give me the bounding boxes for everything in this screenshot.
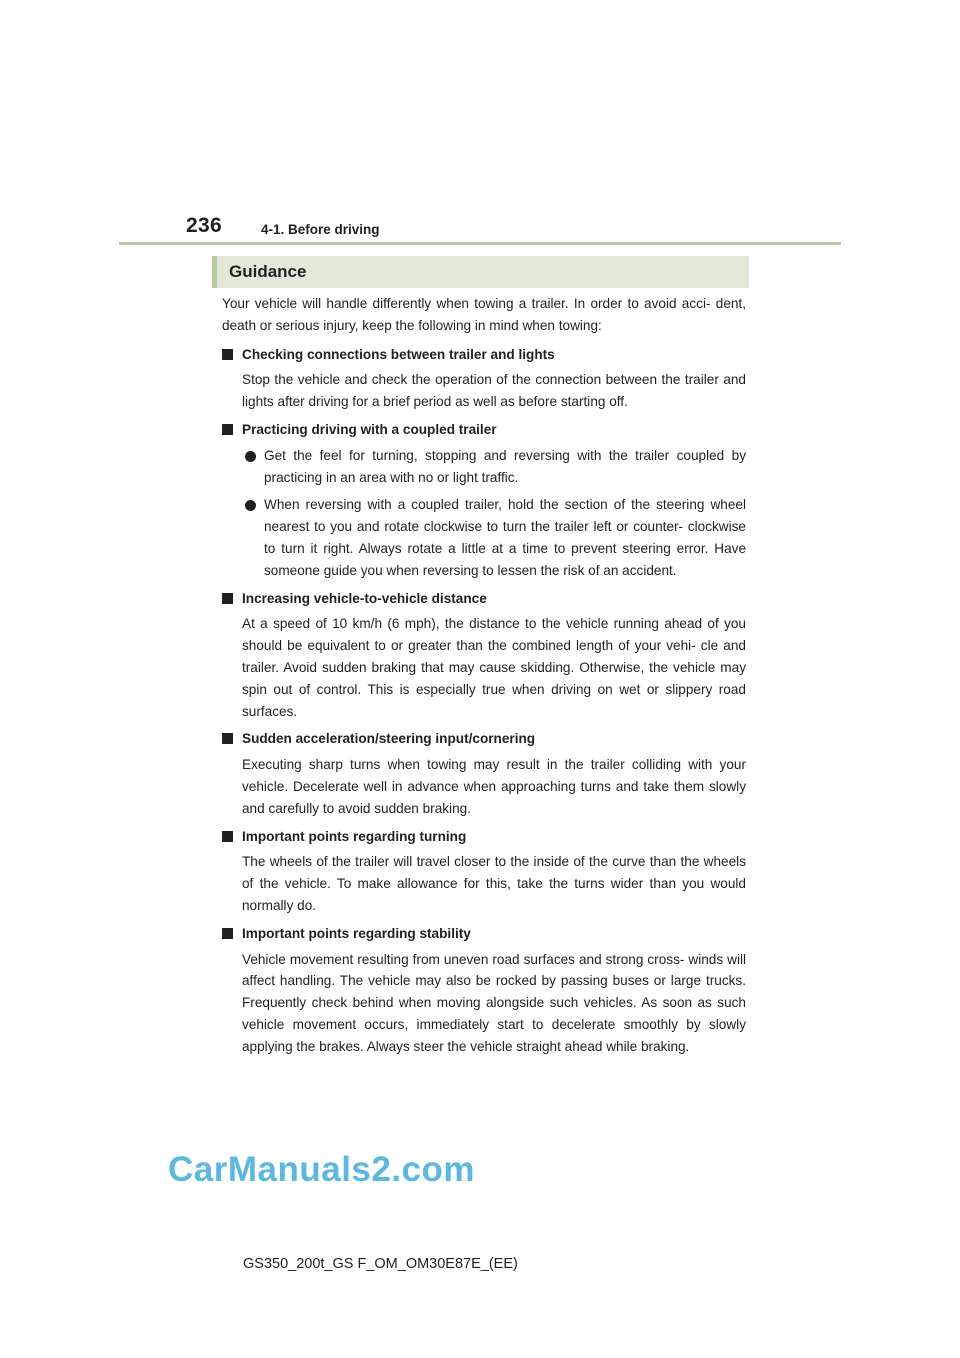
footer-document-code: GS350_200t_GS F_OM_OM30E87E_(EE) xyxy=(243,1256,518,1272)
circle-bullet-icon xyxy=(245,451,256,462)
page-number: 236 xyxy=(186,214,222,237)
item-stability xyxy=(222,923,746,1058)
item-vehicle-distance xyxy=(222,588,746,723)
item-text: Stop the vehicle and check the operation of the connection between the trailer and lights after driving for a brief period as well as before starting off. xyxy=(242,372,746,410)
item-checking-connections xyxy=(222,344,746,413)
intro-paragraph: Your vehicle will handle differently when towing a trailer. In order to avoid acci- dent, death or serious injury, keep the following in mind when towing: xyxy=(222,296,746,333)
item-practicing-driving xyxy=(222,419,746,582)
bullet-item xyxy=(242,445,746,489)
item-text: Executing sharp turns when towing may result in the trailer colliding with your vehicle. Decelerate well in advance when approaching turns and take them slowly and carefully to avoid sudden braking. xyxy=(242,757,746,816)
section-title: 4-1. Before driving xyxy=(261,222,380,237)
square-bullet-icon xyxy=(222,928,233,939)
guidance-body xyxy=(222,293,746,1064)
square-bullet-icon xyxy=(222,424,233,435)
item-heading: Sudden acceleration/steering input/cornering xyxy=(242,731,536,747)
guidance-title: Guidance xyxy=(229,262,307,281)
circle-bullet-icon xyxy=(245,500,256,511)
item-heading: Important points regarding turning xyxy=(242,828,467,844)
item-heading: Increasing vehicle-to-vehicle distance xyxy=(242,590,487,606)
header-rule xyxy=(119,242,841,245)
item-sudden-acceleration xyxy=(222,728,746,819)
bullet-text: Get the feel for turning, stopping and reversing with the trailer coupled by practicing in an area with no or light traffic. xyxy=(264,447,746,485)
watermark-logo[interactable]: CarManuals2.com xyxy=(168,1150,476,1189)
square-bullet-icon xyxy=(222,593,233,604)
item-heading: Important points regarding stability xyxy=(242,925,471,941)
square-bullet-icon xyxy=(222,733,233,744)
item-heading: Checking connections between trailer and lights xyxy=(242,346,555,362)
bullet-text: When reversing with a coupled trailer, hold the section of the steering wheel nearest to you and rotate clockwise to turn the trailer left or counter- clockwise to turn it right. Always rotate a little at a time to prevent steering error. Have someone guide you when reversing to lessen the risk of an accident. xyxy=(264,497,746,578)
item-heading: Practicing driving with a coupled trailer xyxy=(242,421,497,437)
guidance-header xyxy=(212,256,749,288)
item-text: The wheels of the trailer will travel closer to the inside of the curve than the wheels of the vehicle. To make allowance for this, take the turns wider than you would normally do. xyxy=(242,854,746,913)
square-bullet-icon xyxy=(222,349,233,360)
bullet-item xyxy=(242,494,746,581)
square-bullet-icon xyxy=(222,831,233,842)
item-turning xyxy=(222,826,746,917)
item-text: Vehicle movement resulting from uneven road surfaces and strong cross- winds will affect handling. The vehicle may also be rocked by passing buses or large trucks. Frequently check behind when moving alongside such vehicles. As soon as such vehicle movement occurs, immediately start to decelerate smoothly by slowly applying the brakes. Always steer the vehicle straight ahead while braking. xyxy=(242,951,746,1054)
item-text: At a speed of 10 km/h (6 mph), the distance to the vehicle running ahead of you should be equivalent to or greater than the combined length of your vehi- cle and trailer. Avoid sudden braking that may cause skidding. Otherwise, the vehicle may spin out of control. This is especially true when driving on wet or slippery road surfaces. xyxy=(242,616,746,719)
